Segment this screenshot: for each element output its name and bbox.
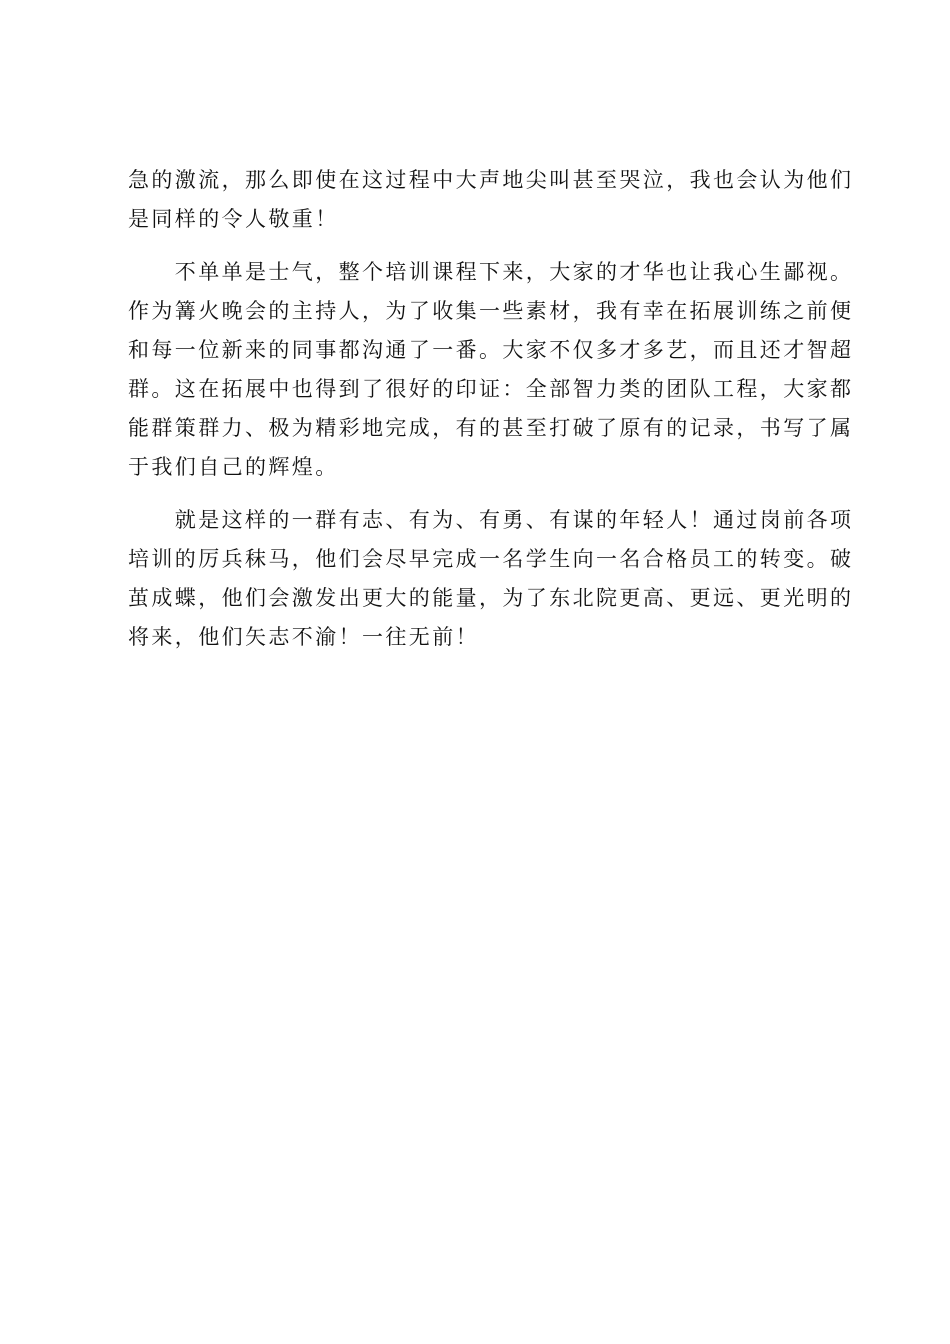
text-line: 培训的厉兵秣马，他们会尽早完成一名学生向一名合格员工的转变。破 bbox=[128, 547, 854, 571]
text-line: 作为篝火晚会的主持人，为了收集一些素材，我有幸在拓展训练之前便 bbox=[128, 299, 854, 323]
text-line: 和每一位新来的同事都沟通了一番。大家不仅多才多艺，而且还才智超 bbox=[128, 338, 854, 362]
text-line: 不单单是士气，整个培训课程下来，大家的才华也让我心生鄙视。 bbox=[128, 260, 854, 284]
text-line: 茧成蝶，他们会激发出更大的能量，为了东北院更高、更远、更光明的 bbox=[128, 586, 854, 610]
text-line: 于我们自己的辉煌。 bbox=[128, 455, 339, 479]
text-line: 急的激流，那么即使在这过程中大声地尖叫甚至哭泣，我也会认为他们 bbox=[128, 168, 854, 192]
text-line: 能群策群力、极为精彩地完成，有的甚至打破了原有的记录，书写了属 bbox=[128, 416, 854, 440]
paragraph bbox=[128, 161, 854, 239]
text-line: 就是这样的一群有志、有为、有勇、有谋的年轻人！通过岗前各项 bbox=[128, 508, 854, 532]
text-line: 是同样的令人敬重！ bbox=[128, 207, 339, 231]
text-line: 将来，他们矢志不渝！一往无前！ bbox=[128, 625, 479, 649]
document-body bbox=[128, 161, 854, 657]
paragraph bbox=[128, 501, 854, 657]
text-line: 群。这在拓展中也得到了很好的印证：全部智力类的团队工程，大家都 bbox=[128, 377, 854, 401]
paragraph bbox=[128, 253, 854, 487]
